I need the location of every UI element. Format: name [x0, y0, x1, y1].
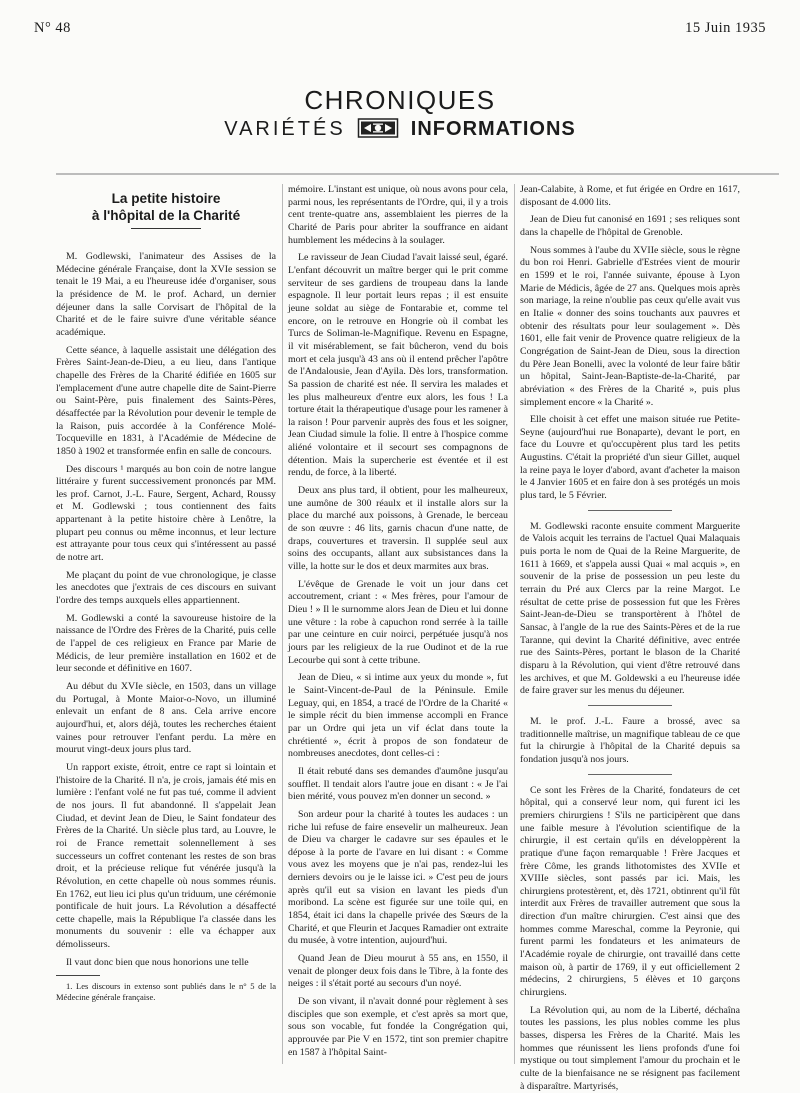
paragraph: M. Godlewski a conté la savoureuse histoire de la naissance de l'Ordre des Frères de la Charité, puis celle de l'appel de ces religieux en France par Marie de Médicis, de leur première installation en 1602 et de leur seconde et définitive en 1607. — [56, 612, 276, 675]
paragraph: Quand Jean de Dieu mourut à 55 ans, en 1550, il venait de plonger deux fois dans le Tibre, à la fonte des neiges : il s'était porté au secours d'un noyé. — [288, 953, 508, 990]
paragraph: Le ravisseur de Jean Ciudad l'avait laissé seul, égaré. L'enfant découvrit un maître berger qui le prit comme serviteur de ses gardiens de troupeau dans la lande espagnole. Il leur portait leurs repas ; il est ensuite jeune soldat au siège de Fontarabie et, comme tel encore, on le retrouve en Hongrie où il combat les Turcs de Soliman-le-Magnifique. Revenu en Espagne, il vit misérablement, se fait bûcheron, vend du bois mort et cela jusqu'à 43 ans où il entend prêcher l'apôtre de l'Andalousie, Jean d'Ayila. Dès lors, transformation. Sa passion de charité est née. Il servira les malades et les plus malheureux d'entre eux alors, les fous ! La torture était la thérapeutique d'usage pour les ramener à la raison ! Pour parvenir auprès des fous et les soigner, Jean Ciudad simule la folie. Il entre à l'hospice comme aliéné volontaire et il secourt ses compagnons de détention. Mais la supercherie est éventée et il est rendu, de force, à la liberté. — [288, 252, 508, 479]
paragraph: mémoire. L'instant est unique, où nous avons pour cela, parmi nous, les représentants de l'Ordre, qui, il y a trois cent trente-quatre ans, assemblaient les pierres de la Charité de Paris pour abriter la souffrance en aidant humblement les médecins à la soulager. — [288, 184, 508, 246]
paragraph: La Révolution qui, au nom de la Liberté, déchaîna toutes les passions, les plus nobles comme les plus basses, dispersa les Frères de la Charité. Mais les hommes que réunissent les liens profonds d'une foi mystique ou tout simplement l'amour du prochain et le culte de la bienfaisance ne se résignent pas facilement à disparaître. Martyrisés, — [520, 1004, 740, 1092]
paragraph: Nous sommes à l'aube du XVIIe siècle, sous le règne du bon roi Henri. Gabrielle d'Estrées vient de mourir en 1599 et le roi, l'année suivante, épouse à Lyon Marie de Médicis, âgée de 27 ans. Quelques mois après son mariage, la reine n'oublie pas ceux qu'elle avait vus en Italie « donner des soins touchants aux pauvres et obtenir des résultats pour leur soulagement ». Dès 1601, elle fait venir de Provence quatre religieux de la Congrégation de Saint-Jean de Dieu, sous la direction du Père Jean Bonelli, avec la volonté de leur faire bâtir un hôpital, Saint-Jean-Baptiste-de-la-Charité, par abréviation « des Frères de la Charité », puis plus simplement encore « la Charité ». — [520, 244, 740, 408]
column-divider — [514, 184, 515, 1064]
column-1 — [56, 184, 276, 1064]
column-3 — [520, 184, 740, 1092]
column-2 — [288, 184, 508, 1064]
footnote: 1. Les discours in extenso sont publiés dans le n° 5 de la Médecine générale française. — [56, 981, 276, 1003]
paragraph: Un rapport existe, étroit, entre ce rapt si lointain et l'histoire de la Charité. Il n'a, je crois, jamais été mis en lumière : l'enfant volé ne fut pas tué, comme il advient de nos jours. Il fut abandonné. Il s'appelait Jean Ciudad, et devint Jean de Dieu, le Saint fondateur des Frères de la Charité. Un siècle plus tard, au Louvre, le roi de France remettait solennellement à ses successeurs un coffret contenant les restes de son bras droit, et la précieuse relique fut vénérée jusqu'à la Révolution, en cette chapelle où nous sommes réunis. En 1762, eut lieu ici plus qu'un triduum, une cérémonie pontificale de huit jours. La Révolution a désaffecté cette chapelle, mais la République l'a classée dans les monuments du souvenir : elle va échapper aux démolisseurs. — [56, 761, 276, 951]
masthead-informations: INFORMATIONS — [410, 118, 576, 140]
paragraph: Jean de Dieu fut canonisé en 1691 ; ses reliques sont dans la chapelle de l'hôpital de Grenoble. — [520, 214, 740, 238]
paragraph: De son vivant, il n'avait donné pour règlement à ses disciples que son exemple, et c'est après sa mort que, sous son vocable, fut fondée la Congrégation qui, approuvée par Pie V en 1572, tint son premier chapitre en 1587 à l'hôpital Saint- — [288, 996, 508, 1058]
paragraph: Il vaut donc bien que nous honorions une telle — [66, 956, 249, 968]
paragraph: Elle choisit à cet effet une maison située rue Petite-Seyne (aujourd'hui rue Bonaparte), devant le port, en face du Louvre et qu'occupèrent plus tard les petits Augustins. C'était la propriété d'un sieur Gillet, auquel la reine paya le loyer d'abord, avant d'acheter la maison le 4 Janvier 1605 et en faire don à ses protégés un mois plus tard, le 5 Février. — [520, 414, 740, 502]
paragraph: Me plaçant du point de vue chronologique, je classe les anecdotes que j'extrais de ces discours en suivant l'ordre des temps auxquels elles appartiennent. — [56, 569, 276, 607]
paragraph: Deux ans plus tard, il obtient, pour les malheureux, une aumône de 300 réaulx et il installe alors sur la place du marché aux poissons, à Grenade, le berceau de son œuvre : 46 lits, garnis chacun d'une natte, de draps, couvertures et traversin. Il supplée seul aux soins des occupants, allant aux subsistances dans la ville, la hotte sur le dos et deux marmites aux bras. — [288, 485, 508, 573]
column-divider — [282, 184, 283, 1064]
paragraph: Ce sont les Frères de la Charité, fondateurs de cet hôpital, qui a conservé leur nom, qui furent ici les premiers chirurgiens ! S'ils ne participèrent que dans une faible mesure à l'évolution scientifique de la chirurgie, il est certain qu'ils en développèrent la pratique d'une façon remarquable ! Frère Jacques et frère Côme, les grands lithotomistes des XVIIe et XVIIIe siècles, sont passés par ici. Mais, les chirurgiens protestèrent, et, dès 1721, obtinrent qu'il fût interdit aux Frères de travailler autrement que sous la direction d'un maître chirurgien. C'est ainsi que des hommes comme Mareschal, comme la Peyronie, qui furent parmi les fondateurs et les animateurs de l'Académie royale de chirurgie, ont travaillé dans cette maison où, à partir de 1769, il y eut officiellement 2 médecins, 2 chirurgiens, 5 élèves et 10 garçons chirurgiens. — [520, 784, 740, 999]
article-title-line-1: La petite histoire — [111, 191, 221, 206]
issue-date: 15 Juin 1935 — [685, 20, 766, 36]
paragraph: Il était rebuté dans ses demandes d'aumône jusqu'au soufflet. Il tendait alors l'autre joue en disant : « Je l'ai bien mérité, vous pouvez m'en donner un second. » — [288, 765, 508, 803]
paragraph: Au début du XVIe siècle, en 1503, dans un village du Portugal, à Monte Maior-o-Novo, un illuminé enlevait un enfant de 8 ans. Cela arrive encore aujourd'hui, et, alors déjà, toutes les recherches étaient vaines pour retrouver l'enfant perdu. La mère en mourut vingt-deux jours plus tard. — [56, 681, 276, 756]
masthead-subtitle — [0, 115, 800, 143]
paragraph: M. Godlewski, l'animateur des Assises de la Médecine générale Française, dont la XVIe session se tenait le 19 Mai, a eu l'heureuse idée d'organiser, sous la présidence de M. le prof. Achard, un dernier déjeuner dans la salle Corvisart de l'hôpital de la Charité et de le faire suivre d'une véritable séance académique. — [56, 251, 276, 338]
masthead-varietes: VARIÉTÉS — [224, 118, 346, 140]
masthead-emblem-icon — [358, 118, 398, 138]
section-separator — [588, 774, 672, 775]
paragraph: Cette séance, à laquelle assistait une délégation des Frères Saint-Jean-de-Dieu, a eu lieu, dans l'antique chapelle des Frères de la Charité édifiée en 1605 sur l'emplacement d'une autre chapelle dite de Saint-Pierre ou Saint-Père, puis finalement des Saints-Pères, désaffectée par la Révolution pour devenir le temple de la Raison, puis accordée à la Conférence Molé-Tocqueville en 1831, à l'Académie de Médecine de 1850 à 1902 et transformée enfin en salle de concours. — [56, 344, 276, 457]
paragraph: L'évêque de Grenade le voit un jour dans cet accoutrement, criant : « Mes frères, pour l'amour de Dieu ! » Il le surnomme alors Jean de Dieu et lui donne une vêture : la robe à capuchon rond serrée à la taille par une ceinture en cuir noirci, perpétuée jusqu'à nos jours par les religieux de la rue Oudinot et de la rue Lecourbe qui sont à cette tribune. — [288, 578, 508, 666]
page-header — [34, 20, 766, 42]
paragraph: Jean de Dieu, « si intime aux yeux du monde », fut le Saint-Vincent-de-Paul de la Péninsule. Emile Leguay, qui, en 1854, a tracé de l'Ordre de la Charité « le simple récit du bien immense accompli en France par un Ordre qui jeta un vif éclat dans toute la chrétienté », écrit à propos de son fondateur de nombreuses anecdotes, dont celles-ci : — [288, 672, 508, 760]
paragraph: Jean-Calabite, à Rome, et fut érigée en Ordre en 1617, disposant de 4.000 lits. — [520, 184, 740, 208]
title-underline — [131, 228, 201, 229]
issue-number: N° 48 — [34, 20, 71, 36]
masthead-rule — [0, 172, 800, 176]
masthead-title: CHRONIQUES — [304, 85, 496, 115]
article-title-line-2: à l'hôpital de la Charité — [91, 208, 241, 223]
article-columns — [56, 184, 779, 1092]
section-separator — [588, 510, 672, 511]
paragraph: M. le prof. J.-L. Faure a brossé, avec sa traditionnelle maîtrise, un magnifique tableau de ce que fut la chirurgie à l'hôpital de la Charité depuis sa fondation jusqu'à nos jours. — [520, 715, 740, 765]
masthead — [0, 86, 800, 143]
section-separator — [588, 705, 672, 706]
paragraph: M. Godlewski raconte ensuite comment Marguerite de Valois acquit les terrains de l'actuel Quai Malaquais puis porta le nom de Quai de la Reine Marguerite, de 1611 à 1669, et s'appela aussi Quai « mal acquis », en souvenir de la prise de possession un peu leste du terrain du Pré aux Clercs par la reine Margot. Le résultat de cette prise de possession fut que les Frères Saint-Jean-de-Dieu se transportèrent à l'hôtel de Sansac, à l'angle de la rue des Saints-Pères et de la rue Taranne, qui devint la Charité définitive, avec entrée rue des Saints-Pères, portant le blason de la Charité disparu à la Révolution, qui vient d'être retrouvé dans les archives, et que M. Goldewski a eu l'heureuse idée de faire graver sur les menus du déjeuner. — [520, 520, 740, 697]
footnote-rule — [56, 975, 100, 976]
paragraph: Son ardeur pour la charité à toutes les audaces : un riche lui refuse de faire ensevelir un malheureux. Jean de Dieu va charger le cadavre sur ses épaules et le dépose à la porte de l'avare en lui disant : « Comme vous avez les moyens que je n'ai pas, rendez-lui les derniers devoirs ou je le laisse ici. » C'est peu de jours après qu'il eut sa vision en lavant les pieds d'un moribond. La scène est figurée sur une toile qui, en 1854, était ici dans la chapelle privée des Sœurs de la Charité, et que Fleurin et Jacques Ramadier ont extraite du musée, à votre intention, aujourd'hui. — [288, 808, 508, 947]
paragraph: Des discours ¹ marqués au bon coin de notre langue littéraire y furent successivement prononcés par MM. les prof. Carnot, J.-L. Faure, Sergent, Achard, Roussy et M. Godlewski ; tous contiennent des faits appartenant à la petite histoire chère à Lenôtre, la plupart peu connus ou même inconnus, et leur lecture est attrayante pour tous ceux qui s'intéressent au passé de notre art. — [56, 463, 276, 564]
article-title — [56, 190, 276, 224]
